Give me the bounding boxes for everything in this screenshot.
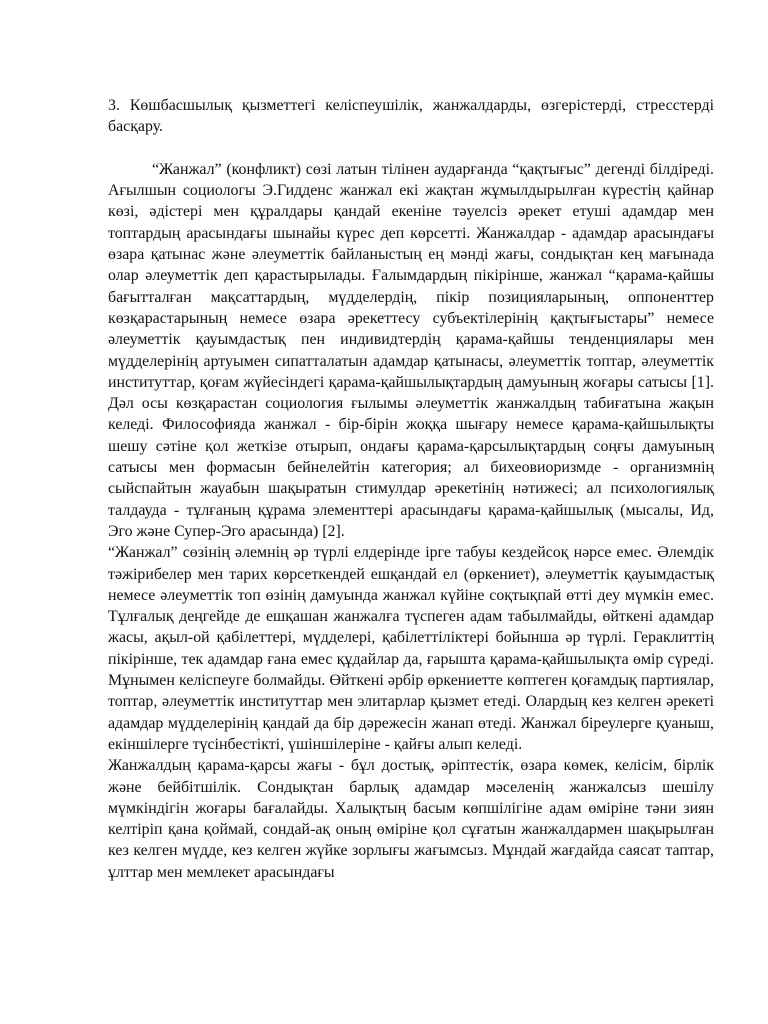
paragraph-conflict-opposite: Жанжалдың қарама-қарсы жағы - бұл достық, әріптестік, өзара көмек, келісім, бірлік және бейбітшілік. Сондықтан барлық адамдар мәселенің жанжалсыз шешілу мүмкіндігін жоғары бағалайды. Халықтың басым көпшілігіне адам өміріне тәни зиян келтіріп қана қоймай, сондай-ақ оның өміріне қол сұғатын жанжалдармен шақырылған кез келген мүдде, кез келген жүйке зорлығы жағымсыз. Мұндай жағдайда саясат таптар, ұлттар мен мемлекет арасындағы [108,757,714,881]
paragraph-conflict-definition: “Жанжал” (конфликт) сөзі латын тілінен аударғанда “қақтығыс” дегенді білдіреді. Ағылшын социологы Э.Гидденс жанжал екі жақтан жұмылдырылған күрестің қайнар көзі, әдістері мен құралдары қандай екеніне тәуелсіз әрекет етуші адамдар мен топтардың арасындағы шынайы күрес деп көрсетті. Жанжалдар - адамдар арасындағы өзара қатынас және әлеуметтік байланыстың ең мәнді жағы, сондықтан кең мағынада олар әлеуметтік деп қарастырылады. Ғалымдардың пікірінше, жанжал “қарама-қайшы бағытталған мақсаттардың, мүдделердің, пікір позицияларының, оппоненттер көзқарастарының немесе өзара әрекеттесу субъектілерінің қақтығыстары” немесе әлеуметтік қауымдастық пен индивидтердің қарама-қайшы тенденциялары мен мүдделерінің артуымен сипатталатын адамдар қатынасы, әлеуметтік топтар, әлеуметтік институттар, қоғам жүйесіндегі қарама-қайшылықтардың дамуының жоғары сатысы [1]. Дәл осы көзқарастан социология ғылымы әлеуметтік жанжалдың табиғатына жақын келеді. Философияда жанжал - бір-бірін жоққа шығару немесе қарама-қайшылықты шешу сәтіне қол жеткізе отырып, ондағы қарама-қарсылықтардың соңғы дамуының сатысы мен формасын бейнелейтін категория; ал бихеовиоризмде - организмнің сыйспайтын жауабын шақыратын стимулдар әрекетінің нәтижесі; ал психологиялық талдауда - тұлғаның құрама элементтері арасындағы қарама-қайшылық (мысалы, Ид, Эго және Супер-Эго арасында) [2]. [108,160,714,540]
paragraph-conflict-history: “Жанжал” сөзінің әлемнің әр түрлі елдерінде ірге табуы кездейсоқ нәрсе емес. Әлемдік тәжірибелер мен тарих көрсеткендей ешқандай ел (өркениет), әлеуметтік қауымдастық немесе әлеуметтік топ өзінің дамуында жанжал күйіне соқтықпай өтті деу мүмкін емес. Тұлғалық деңгейде де ешқашан жанжалға түспеген адам табылмайды, өйткені адамдар жасы, ақыл-ой қабілеттері, мүдделері, қабілеттіліктері бойынша әр түрлі. Гераклиттің пікірінше, тек адамдар ғана емес құдайлар да, ғарышта қарама-қайшылықта өмір сүреді. Мұнымен келіспеуге болмайды. Өйткені әрбір өркениетте көптеген қоғамдық партиялар, топтар, әлеуметтік институттар мен элитарлар қызмет етеді. Олардың кез келген әрекеті адамдар мүдделерінің қандай да бір дәрежесін жанап өтеді. Жанжал біреулерге қуаныш, екіншілерге түсінбестікті, үшіншілеріне - қайғы алып келеді. [108,544,714,753]
section-heading: 3. Көшбасшылық қызметтегі келіспеушілік, жанжалдарды, өзгерістерді, стресстерді басқару. [108,97,714,136]
document-page [108,95,714,883]
